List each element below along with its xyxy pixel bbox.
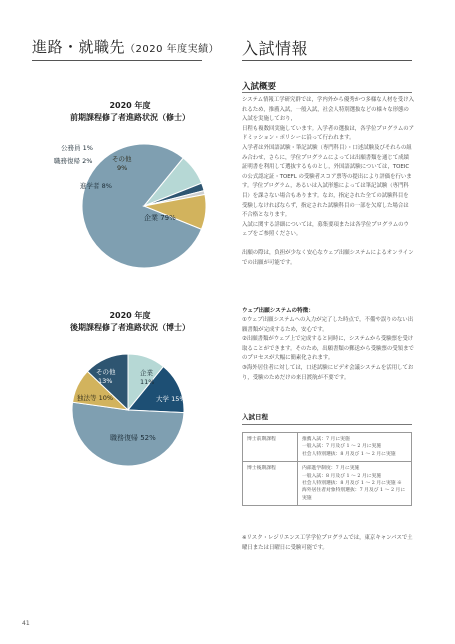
schedule-line: 推薦入試：7 月に実施 — [302, 437, 350, 442]
overview-rule — [242, 92, 412, 93]
schedule-row-details — [298, 462, 412, 506]
chart2-slices — [72, 354, 184, 466]
chart1-title-line2: 前期課程修了者進路状況（修士） — [70, 113, 190, 122]
schedule-table — [242, 432, 412, 506]
chart1-label-grad: 進学者 8% — [80, 182, 112, 190]
schedule-footnote: ※リスク・レジリエンス工学学位プログラムでは，東京キャンパスで土曜日または日曜日に受験可能です。 — [242, 535, 413, 551]
chart2-title — [50, 310, 210, 334]
chart1-pie — [32, 138, 222, 273]
schedule-line: 内部進学制度：7 月に実施 — [302, 466, 360, 472]
schedule-line: 一般入試：8 月及び 1 ～ 2 月に実施 — [302, 473, 382, 479]
chart2-pie — [48, 350, 208, 475]
heading-rule-right — [242, 60, 412, 61]
chart1-label-civil: 公務員 1% — [61, 144, 93, 152]
schedule-rule — [242, 424, 412, 425]
chart1-title-line1: 2020 年度 — [109, 101, 151, 110]
chart2-label-ind: 独法等 10% — [77, 394, 114, 402]
heading-rule-left — [32, 60, 202, 61]
chart1-slices — [82, 144, 206, 268]
web-system-list — [242, 316, 414, 383]
chart2-label-other-pct: 13% — [98, 377, 113, 385]
schedule-row-label: 博士後期課程 — [243, 462, 298, 506]
web-system-item-3: ③海外居住者に対しては，口述試験にビデオ会議システムを活用しており，受験のためだけの来日渡航が不要です。 — [242, 364, 414, 381]
online-note: 出願の際は，負担が少なく安心なウェブ出願システムによるオンラインでの出願が可能です。 — [242, 249, 414, 266]
schedule-row — [243, 462, 412, 506]
chart2-label-return: 職務復帰 52% — [110, 434, 156, 442]
overview-paragraph-3: 入学者は外国語試験・筆記試験（専門科目）・口述試験及びそれらの組み合わせ，さらに，学位プログラムによっては出願書類を通じて成績証明書を利用して選抜するものとし，外国語試験については，TOEIC の公式認定証・TOEFL の受験者スコア票等の提出により評価を行います。学位プログラム，あるいは入試形態によっては筆記試験（専門科目）を課さない場合もあります。なお，指定された全ての試験科目を受験しなければならず，指定された試験科目の一部を欠席した場合は不合格となります。 — [242, 144, 412, 219]
section-heading-admission: 入試情報 — [242, 39, 309, 58]
chart2-label-univ: 大学 15% — [156, 395, 186, 403]
web-system-item-1: ①ウェブ出願システムへの入力が完了した時点で，不備や誤りのない出願書類が完成するため，安心です。 — [242, 317, 414, 333]
web-system-item-2: ②出願書類がウェブ上で完成すると同時に，システムから受験票を受け取ることができます。そのため，出願書類の郵送から受験票の受領までのプロセスが大幅に簡素化されます。 — [242, 336, 414, 362]
overview-body — [242, 96, 414, 268]
overview-paragraph-2: 日程も複数回実施しています。入学者の選抜は，各学位プログラムのアドミッション・ポリシーに沿って行われます。 — [242, 125, 415, 142]
chart1-label-return: 職務復帰 2% — [54, 157, 93, 165]
overview-heading: 入試概要 — [242, 82, 277, 92]
schedule-row-label: 博士前期課程 — [243, 433, 298, 462]
schedule-line: 社会人特別選抜：8 月及び 1 ～ 2 月に実施 — [302, 451, 396, 457]
chart1-label-company: 企業 79% — [144, 214, 176, 222]
schedule-line: 社会人特別選抜：8 月及び 1 ～ 2 月に実施 ※ — [302, 481, 402, 487]
schedule-line: 実施 — [302, 495, 312, 501]
schedule-line: 海外居住者対象特別選抜：7 月及び 1 ～ 2 月に — [302, 488, 406, 494]
chart1-title — [50, 100, 210, 124]
chart1-label-other: その他 — [112, 155, 132, 163]
heading-sub: （2020 年度実績） — [125, 44, 220, 55]
chart1-label-other-pct: 9% — [117, 164, 128, 172]
overview-paragraph-4: 入試に関する詳細については，募集要項または各学位プログラムのウェブをご参照ください。 — [242, 221, 409, 238]
chart2-title-line1: 2020 年度 — [109, 311, 151, 320]
chart2-label-other: その他 — [96, 368, 116, 376]
web-system-heading: ウェブ出願システムの特徴： — [242, 308, 314, 314]
schedule-line: 一般入試：7 月及び 1 ～ 2 月に実施 — [302, 444, 382, 450]
page-number: 41 — [22, 620, 30, 627]
schedule-heading: 入試日程 — [242, 413, 268, 421]
schedule-row-details — [298, 433, 412, 462]
heading-main: 進路・就職先 — [32, 38, 126, 56]
overview-paragraph-1: システム情報工学研究群では，学内外から優秀かつ多様な人材を受け入れるため，推薦入試，一般入試，社会人特別選抜などの様々な形態の入試を実施しており， — [242, 97, 414, 123]
chart2-label-company-pct: 11% — [140, 378, 155, 386]
section-heading-career — [32, 36, 219, 57]
schedule-row — [243, 433, 412, 462]
chart2-title-line2: 後期課程修了者進路状況（博士） — [70, 323, 190, 332]
chart2-label-company: 企業 — [140, 369, 153, 377]
